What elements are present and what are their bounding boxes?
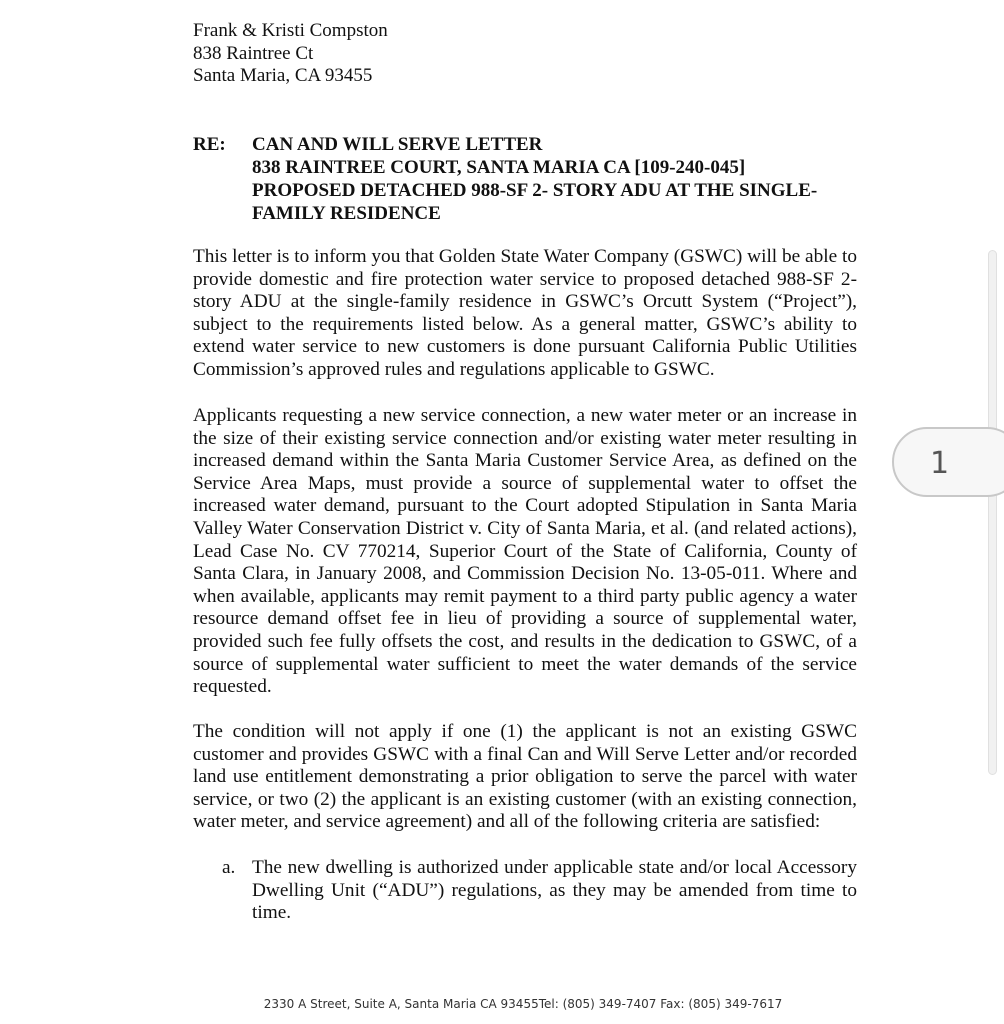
recipient-city: Santa Maria, CA 93455 (193, 65, 373, 86)
page-number-indicator[interactable] (892, 427, 1004, 497)
body-paragraph-1: This letter is to inform you that Golden State Water Company (GSWC) will be able to provide domestic and fire protection water service to proposed detached 988-SF 2-story ADU at the single-family residence in GSWC’s Orcutt System (“Project”), subject to the requirements listed below. As a general matter, GSWC’s ability to extend water service to new customers is done pursuant California Public Utilities Commission’s approved rules and regulations applicable to GSWC. (193, 246, 857, 380)
body-paragraph-2: Applicants requesting a new service connection, a new water meter or an increase in the size of their existing service connection and/or existing water meter resulting in increased demand within the Santa Maria Customer Service Area, as defined on the Service Area Maps, must provide a source of supplemental water to offset the increased water demand, pursuant to the Court adopted Stipulation in Santa Maria Valley Water Conservation District v. City of Santa Maria, et al. (and related actions), Lead Case No. CV 770214, Superior Court of the State of California, County of Santa Clara, in January 2008, and Commission Decision No. 13-05-011. Where and when available, applicants may remit payment to a third party public agency a water resource demand offset fee in lieu of providing a source of supplemental water, provided such fee fully offsets the cost, and results in the dedication to GSWC, of a source of supplemental water sufficient to meet the water demands of the service requested. (193, 405, 857, 698)
page-footer: 2330 A Street, Suite A, Santa Maria CA 93455Tel: (805) 349-7407 Fax: (805) 349-7617 (263, 997, 783, 1011)
re-line: 838 RAINTREE COURT, SANTA MARIA CA [109-240-045] (252, 157, 746, 178)
recipient-name: Frank & Kristi Compston (193, 20, 388, 41)
re-line: FAMILY RESIDENCE (252, 203, 441, 224)
page-number-label: 1 (930, 446, 950, 481)
recipient-address (193, 20, 388, 88)
list-item-marker: a. (222, 857, 236, 878)
vertical-scrollbar[interactable] (988, 250, 997, 775)
list-item-text: The new dwelling is authorized under applicable state and/or local Accessory Dwelling Unit (“ADU”) regulations, as they may be amended from time to time. (252, 857, 857, 924)
recipient-street: 838 Raintree Ct (193, 42, 314, 64)
re-subject (252, 133, 856, 225)
re-label: RE: (193, 134, 226, 155)
body-paragraph-3: The condition will not apply if one (1) the applicant is not an existing GSWC customer and provides GSWC with a final Can and Will Serve Letter and/or recorded land use entitlement demonstrating a prior obligation to serve the parcel with water service, or two (2) the applicant is an existing customer (with an existing connection, water meter, and service agreement) and all of the following criteria are satisfied: (193, 721, 857, 833)
re-line: CAN AND WILL SERVE LETTER (252, 134, 543, 155)
re-line: PROPOSED DETACHED 988-SF 2- STORY ADU AT THE SINGLE- (252, 180, 818, 201)
